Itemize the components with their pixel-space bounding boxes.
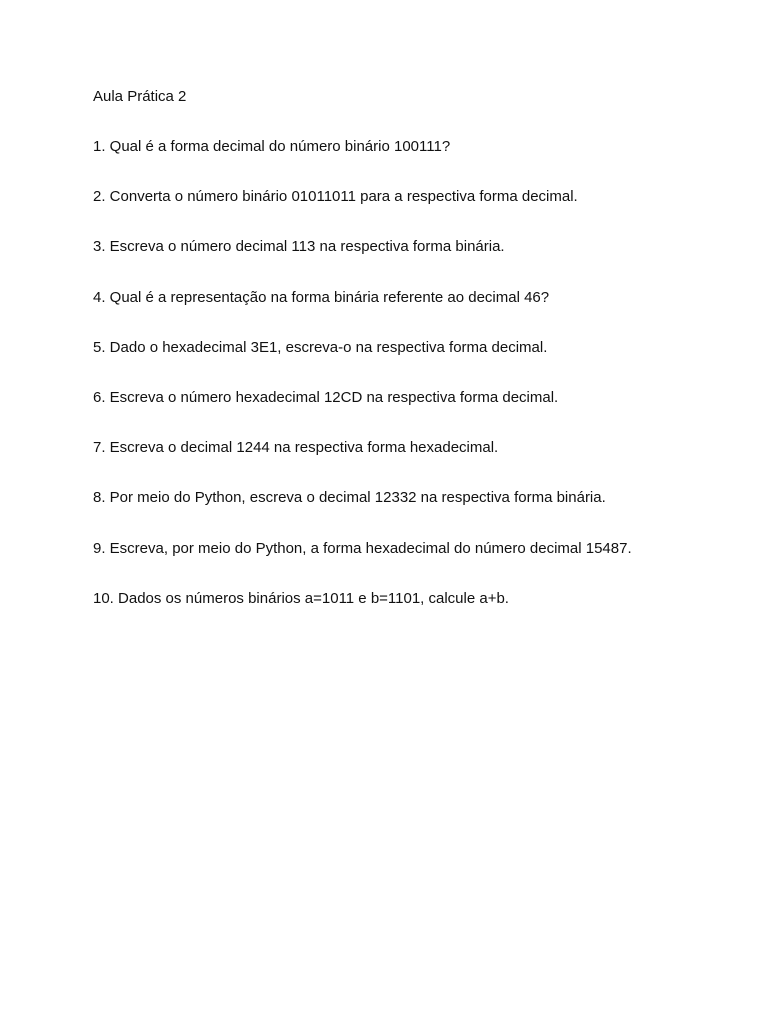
question-item-6: 6. Escreva o número hexadecimal 12CD na respectiva forma decimal. [93,388,559,406]
question-item-3: 3. Escreva o número decimal 113 na respectiva forma binária. [93,238,505,256]
question-item-8: 8. Por meio do Python, escreva o decimal 12332 na respectiva forma binária. [93,489,606,507]
question-list [93,137,632,639]
question-item-4: 4. Qual é a representação na forma binária referente ao decimal 46? [93,288,550,306]
document-title: Aula Prática 2 [93,88,187,105]
question-item-7: 7. Escreva o decimal 1244 na respectiva forma hexadecimal. [93,439,499,457]
question-item-1: 1. Qual é a forma decimal do número binário 100111? [93,138,451,155]
question-item-2: 2. Converta o número binário 01011011 para a respectiva forma decimal. [93,188,578,206]
question-item-9: 9. Escreva, por meio do Python, a forma hexadecimal do número decimal 15487. [93,539,632,557]
question-item-10: 10. Dados os números binários a=1011 e b=1101, calcule a+b. [93,589,509,607]
question-item-5: 5. Dado o hexadecimal 3E1, escreva-o na respectiva forma decimal. [93,338,548,356]
